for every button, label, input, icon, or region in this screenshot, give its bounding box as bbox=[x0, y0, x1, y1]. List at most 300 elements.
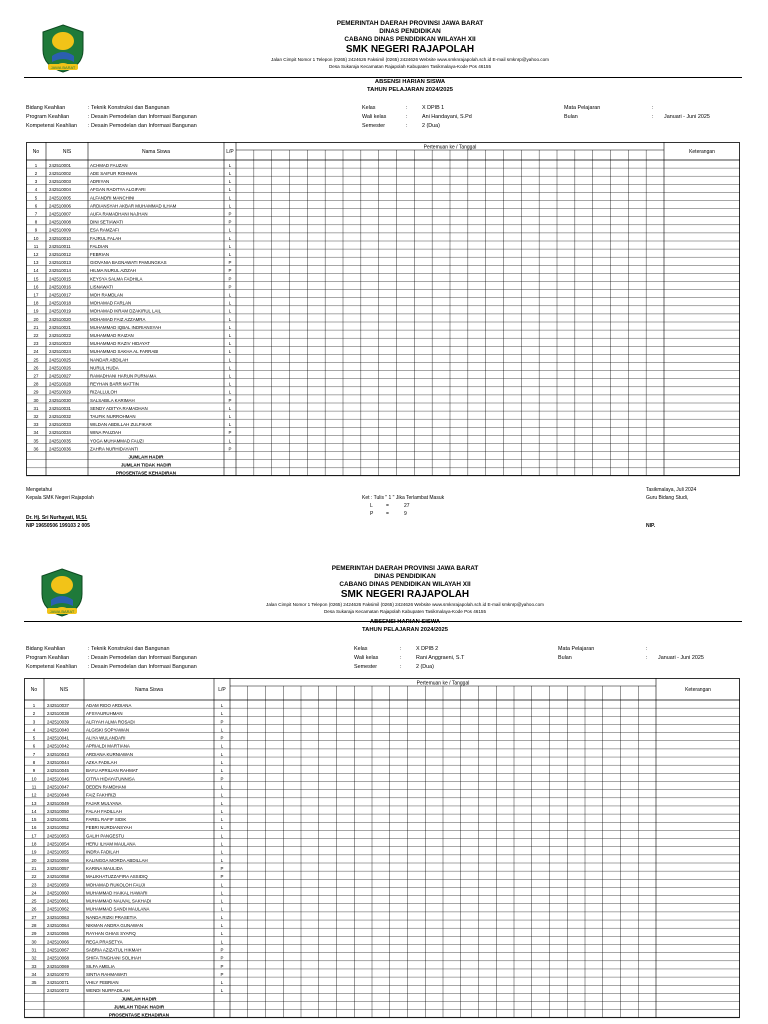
colon: : bbox=[88, 114, 90, 120]
header-no: No bbox=[32, 149, 40, 155]
emblem-caption: JAWA BARAT bbox=[49, 609, 75, 614]
emblem-caption: JAWA BARAT bbox=[50, 65, 76, 70]
colon: : bbox=[400, 664, 402, 670]
label-wali: Wali kelas bbox=[354, 655, 379, 661]
student-no: 16 bbox=[33, 284, 39, 290]
student-no: 10 bbox=[33, 235, 39, 241]
student-no: 13 bbox=[31, 800, 37, 806]
student-no: 13 bbox=[33, 260, 39, 266]
student-nis: 242510024 bbox=[49, 349, 71, 355]
student-nis: 242510039 bbox=[47, 719, 69, 725]
student-lp: L bbox=[220, 808, 224, 814]
student-no: 34 bbox=[33, 430, 39, 436]
student-name: MUHAMMAD IQBAL INDRIANSYAH bbox=[90, 324, 162, 330]
colon: : bbox=[88, 646, 90, 652]
student-lp: L bbox=[228, 195, 232, 201]
title-attendance: ABSENSI HARIAN SISWA bbox=[374, 79, 446, 85]
student-lp: P bbox=[228, 397, 232, 403]
student-name: WENDI NURFADILAH bbox=[86, 988, 130, 994]
label-bulan: Bulan bbox=[564, 114, 578, 120]
info-left bbox=[26, 104, 197, 131]
student-nis: 242510007 bbox=[49, 211, 71, 217]
student-no: 27 bbox=[33, 373, 39, 379]
value-bidang: Teknik Konstruksi dan Bangunan bbox=[91, 105, 170, 111]
legend-note bbox=[362, 494, 444, 518]
student-nis: 242510048 bbox=[47, 792, 69, 798]
student-name: BAYU APRILIAN RAHMAT bbox=[86, 768, 139, 774]
student-no: 24 bbox=[31, 890, 37, 896]
equals: = bbox=[386, 503, 389, 509]
student-no: 32 bbox=[31, 955, 37, 961]
colon: : bbox=[646, 646, 648, 652]
student-no: 3 bbox=[34, 179, 38, 185]
label-kompetensi: Kompetensi Keahlian bbox=[26, 664, 77, 670]
student-lp: P bbox=[228, 219, 232, 225]
student-nis: 242510027 bbox=[49, 373, 71, 379]
student-no: 8 bbox=[32, 760, 36, 765]
student-no: 33 bbox=[33, 422, 39, 428]
student-nis: 242510065 bbox=[47, 931, 69, 937]
student-name: VHILY FEBRIAN bbox=[86, 980, 119, 986]
student-name: FAREL RAFIF SIDIK bbox=[86, 817, 127, 823]
student-name: AZKA FADILAH bbox=[86, 760, 117, 765]
student-nis: 242510066 bbox=[47, 939, 69, 945]
student-no: 35 bbox=[31, 980, 37, 986]
address-line2: Desa Sukaraja Kecamatan Rajapolah Kabupaten Tasikmalaya-Kode Pos 46155 bbox=[323, 609, 487, 614]
student-nis: 242510011 bbox=[49, 243, 71, 249]
student-name: NANDA RIZKI PRASETIA bbox=[86, 914, 137, 920]
label-semester: Semester bbox=[354, 664, 378, 670]
summary-label: PROSENTASE KEHADIRAN bbox=[115, 470, 177, 476]
student-nis: 242510019 bbox=[49, 308, 71, 314]
student-nis: 242510032 bbox=[49, 414, 71, 419]
student-no: 29 bbox=[31, 931, 37, 937]
student-no: 28 bbox=[33, 381, 39, 387]
student-no: 1 bbox=[34, 162, 38, 168]
student-nis: 242510063 bbox=[47, 914, 69, 920]
student-name: ZAHRA NURHIDAYANTI bbox=[90, 446, 139, 452]
student-nis: 242510018 bbox=[49, 300, 71, 306]
student-no: 28 bbox=[31, 923, 37, 928]
student-no: 2 bbox=[34, 171, 38, 176]
student-lp: L bbox=[228, 171, 232, 176]
student-lp: L bbox=[220, 882, 224, 888]
student-no: 14 bbox=[31, 808, 37, 814]
student-lp: L bbox=[220, 743, 224, 749]
student-name: GIOVANIA BAGNAWATI PAMUNGKAS bbox=[90, 260, 167, 266]
student-no: 7 bbox=[32, 751, 36, 757]
student-nis: 242510010 bbox=[49, 235, 71, 241]
student-name: SHIFA TINGHANI SOLIHAH bbox=[86, 955, 142, 961]
colon: : bbox=[88, 105, 90, 111]
student-name: ALIYA WULANDARI bbox=[86, 735, 126, 741]
colon: : bbox=[406, 114, 408, 120]
attendance-sheet-2 bbox=[0, 545, 768, 1024]
colon: : bbox=[88, 123, 90, 129]
student-name: RAMADHANI HARUN PURNAMA bbox=[90, 373, 157, 379]
student-name: ARDIANSYAH AKBAR MUHAMMAD ILHAM bbox=[90, 203, 177, 209]
student-nis: 242510049 bbox=[47, 800, 69, 806]
student-lp: P bbox=[220, 955, 224, 961]
summary-label: JUMLAH HADIR bbox=[121, 996, 157, 1002]
student-name: AUFA RAMADHANI NAJHAN bbox=[90, 211, 148, 217]
student-no: 25 bbox=[31, 898, 37, 904]
label-bulan: Bulan bbox=[558, 655, 572, 661]
male-label: L bbox=[370, 503, 373, 509]
student-lp: L bbox=[228, 438, 232, 444]
colon: : bbox=[406, 105, 408, 111]
student-name: RIZALLULOH bbox=[90, 389, 118, 395]
student-lp: L bbox=[220, 751, 224, 757]
student-nis: 242510029 bbox=[49, 389, 71, 395]
student-name: SINTIA RAHMAWATI bbox=[86, 971, 128, 977]
student-lp: P bbox=[220, 971, 224, 977]
summary-label: JUMLAH TIDAK HADIR bbox=[120, 462, 172, 468]
student-name: AFSYAURUHMAN bbox=[86, 711, 123, 717]
student-no: 35 bbox=[33, 438, 39, 444]
student-nis: 242510041 bbox=[47, 735, 69, 741]
student-name: MALIKHATUZZAFIRA ASSIDIQ bbox=[86, 874, 148, 880]
principal-nip: NIP 19650506 199103 2 005 bbox=[26, 523, 90, 529]
student-nis: 242510003 bbox=[49, 179, 71, 185]
value-semester: 2 (Dua) bbox=[422, 123, 440, 129]
student-lp: L bbox=[220, 784, 224, 790]
school-name: SMK NEGERI RAJAPOLAH bbox=[345, 44, 475, 55]
student-no: 30 bbox=[33, 397, 39, 403]
student-nis: 242510071 bbox=[47, 980, 69, 986]
student-nis: 242510037 bbox=[47, 702, 69, 708]
student-lp: L bbox=[228, 292, 232, 298]
student-nis: 242510056 bbox=[47, 857, 69, 863]
label-guru: Guru Bidang Studi, bbox=[646, 495, 689, 501]
value-wali: Ani Handayani, S.Pd bbox=[422, 114, 472, 120]
header-nis: NIS bbox=[62, 149, 72, 155]
student-name: WINA PAUZIAH bbox=[90, 430, 122, 436]
label-kompetensi: Kompetensi Keahlian bbox=[26, 123, 77, 129]
student-name: APRIALDI MARTIANA bbox=[86, 743, 130, 749]
student-lp: L bbox=[228, 349, 232, 355]
label-kelas: Kelas bbox=[354, 646, 368, 652]
letterhead-line2: DINAS PENDIDIKAN bbox=[374, 573, 436, 580]
student-no: 23 bbox=[33, 341, 39, 347]
student-name: REYHAN BARR MATTIN bbox=[90, 381, 139, 387]
student-no: 19 bbox=[33, 308, 39, 314]
student-nis: 242510030 bbox=[49, 397, 71, 403]
signature-teacher bbox=[646, 486, 696, 530]
address-line1: Jalan Cimpit Nomor 1 Telepon (0265) 2424626 Faksimil (0265) 2424626 Website www.smknrajapolah.sch.id E-mail smknrp@yahoo.com bbox=[271, 57, 549, 62]
student-name: ALFIYAH ALMA ROSADI bbox=[86, 719, 135, 725]
student-name: YOGA MUHAMMAD FAUZI bbox=[90, 438, 144, 444]
student-nis: 242510042 bbox=[47, 743, 69, 749]
header-keterangan: Keterangan bbox=[685, 687, 711, 693]
value-bulan: Januari - Juni 2025 bbox=[664, 114, 710, 120]
student-nis: 242510047 bbox=[47, 784, 69, 790]
student-nis: 242510067 bbox=[47, 947, 69, 953]
student-name: MOHAMAD IKRAM DZAKIRUL LAIL bbox=[90, 308, 162, 314]
student-lp: L bbox=[228, 365, 232, 371]
student-lp: L bbox=[228, 381, 232, 387]
attendance-grid bbox=[26, 142, 740, 481]
student-nis: 242510051 bbox=[47, 817, 69, 823]
student-name: NIKMAN ANDRA GUNAWAN bbox=[86, 923, 144, 928]
student-no: 5 bbox=[34, 195, 38, 201]
student-nis: 242510020 bbox=[49, 316, 71, 322]
student-name: CITRA HIDAYATUNNISA bbox=[86, 776, 135, 782]
student-lp: P bbox=[228, 446, 232, 452]
student-no: 10 bbox=[31, 776, 37, 782]
value-kompetensi: Desain Pemodelan dan Informasi Bangunan bbox=[91, 123, 197, 129]
student-name: ADE SAIFUR ROHMAN bbox=[90, 171, 138, 176]
student-name: ACHMAD FAUZAN bbox=[90, 162, 128, 168]
student-nis: 242510014 bbox=[49, 268, 71, 274]
student-no: 9 bbox=[34, 227, 38, 233]
student-no: 5 bbox=[32, 735, 36, 741]
student-nis: 242510059 bbox=[47, 882, 69, 888]
student-lp: L bbox=[228, 422, 232, 428]
student-no: 9 bbox=[32, 768, 36, 774]
student-no: 23 bbox=[31, 882, 37, 888]
female-count: 9 bbox=[404, 511, 407, 517]
student-no: 30 bbox=[31, 939, 37, 945]
student-nis: 242510004 bbox=[49, 187, 71, 193]
value-semester: 2 (Dua) bbox=[416, 664, 434, 670]
student-lp: L bbox=[228, 316, 232, 322]
student-nis: 242510035 bbox=[49, 438, 71, 444]
sheet-title bbox=[225, 618, 585, 634]
student-no: 27 bbox=[31, 914, 37, 920]
student-lp: L bbox=[228, 333, 232, 338]
student-nis: 242510008 bbox=[49, 219, 71, 225]
student-lp: L bbox=[220, 923, 224, 928]
student-name: MUHAMMAD RAZIV HIDAYAT bbox=[90, 341, 150, 347]
label-program: Program Keahlian bbox=[26, 114, 70, 120]
student-nis: 242510038 bbox=[47, 711, 69, 717]
student-nis: 242510046 bbox=[47, 776, 69, 782]
student-lp: L bbox=[228, 203, 232, 209]
student-lp: L bbox=[220, 931, 224, 937]
student-no: 1 bbox=[32, 702, 36, 708]
west-java-emblem-logo bbox=[36, 566, 88, 618]
student-nis: 242510072 bbox=[47, 988, 69, 994]
label-mapel: Mata Pelajaran bbox=[558, 646, 595, 652]
header-pertemuan: Pertemuan ke / Tanggal bbox=[423, 144, 477, 151]
header-nama: Nama Siswa bbox=[141, 149, 171, 155]
value-kompetensi: Desain Pemodelan dan Informasi Bangunan bbox=[91, 664, 197, 670]
title-year: TAHUN PELAJARAN 2024/2025 bbox=[367, 87, 453, 93]
student-name: FALDIAN bbox=[90, 243, 109, 249]
student-lp: L bbox=[228, 187, 232, 193]
student-nis: 242510043 bbox=[47, 751, 69, 757]
student-lp: L bbox=[228, 235, 232, 241]
student-no: 36 bbox=[33, 446, 39, 452]
student-name: KARINA MAULIDA bbox=[86, 865, 123, 871]
student-no: 14 bbox=[33, 268, 39, 274]
student-lp: L bbox=[228, 324, 232, 330]
student-name: MOHAMAD RUKOLOH FAUJI bbox=[86, 882, 146, 888]
west-java-emblem-logo bbox=[37, 22, 89, 74]
student-nis: 242510023 bbox=[49, 341, 71, 347]
colon: : bbox=[646, 655, 648, 661]
student-nis: 242510068 bbox=[47, 955, 69, 961]
table-border bbox=[25, 679, 740, 1018]
student-nis: 242510009 bbox=[49, 227, 71, 233]
student-no: 2 bbox=[32, 711, 36, 717]
student-name: KEYSYA SALMA FADHILA bbox=[90, 276, 143, 282]
student-name: MUHAMMAD SANDI MAULANA bbox=[86, 906, 150, 912]
colon: : bbox=[400, 646, 402, 652]
student-name: FEBRI NURDIANSYAH bbox=[86, 825, 132, 831]
student-nis: 242510070 bbox=[47, 971, 69, 977]
student-no: 8 bbox=[34, 219, 38, 225]
student-name: RAYHAN GHIAS SYAFIQ bbox=[86, 931, 136, 937]
value-kelas: X DPIB 1 bbox=[422, 105, 445, 111]
student-lp: L bbox=[228, 227, 232, 233]
student-no: 21 bbox=[33, 324, 39, 330]
attendance-table-1 bbox=[26, 142, 740, 481]
student-no: 16 bbox=[31, 825, 37, 831]
student-nis: 242510050 bbox=[47, 808, 69, 814]
student-nis: 242510053 bbox=[47, 833, 69, 839]
label-program: Program Keahlian bbox=[26, 655, 70, 661]
student-lp: L bbox=[228, 373, 232, 379]
student-lp: L bbox=[220, 768, 224, 774]
student-no: 32 bbox=[33, 414, 39, 419]
student-lp: P bbox=[220, 719, 224, 725]
info-middle bbox=[354, 645, 464, 672]
student-name: FALAH FADILLAH bbox=[86, 808, 122, 814]
student-nis: 242510021 bbox=[49, 324, 71, 330]
student-nis: 242510012 bbox=[49, 252, 71, 257]
colon: : bbox=[406, 123, 408, 129]
label-semester: Semester bbox=[362, 123, 386, 129]
student-no: 19 bbox=[31, 849, 37, 855]
student-no: 20 bbox=[33, 316, 39, 322]
student-lp: L bbox=[220, 841, 224, 847]
student-nis: 242510005 bbox=[49, 195, 71, 201]
student-name: MOHAMAD FAIZ AZZAMRA bbox=[90, 316, 146, 322]
letterhead-line1: PEMERINTAH DAERAH PROVINSI JAWA BARAT bbox=[331, 565, 479, 572]
label-bidang: Bidang Keahlian bbox=[26, 646, 66, 652]
letterhead bbox=[210, 20, 610, 70]
info-right bbox=[558, 645, 704, 663]
student-lp: L bbox=[220, 980, 224, 986]
student-nis: 242510017 bbox=[49, 292, 71, 298]
student-lp: L bbox=[228, 405, 232, 411]
sheet-title bbox=[230, 78, 590, 94]
summary-label: PROSENTASE KEHADIRAN bbox=[108, 1012, 170, 1018]
student-no: 22 bbox=[33, 333, 39, 338]
student-no: 22 bbox=[31, 874, 37, 880]
student-name: MOHAMAD FARLAN bbox=[90, 300, 132, 306]
student-name: NURUL HUDA bbox=[90, 365, 119, 371]
header-nama: Nama Siswa bbox=[134, 687, 164, 693]
student-nis: 242510058 bbox=[47, 874, 69, 880]
student-name: MOH RAMDLAN bbox=[90, 292, 123, 298]
equals: = bbox=[386, 511, 389, 517]
teacher-nip: NIP. bbox=[646, 523, 656, 529]
student-name: NANDAR ABDILAH bbox=[90, 357, 129, 363]
student-nis: 242510061 bbox=[47, 898, 69, 904]
header-keterangan: Keterangan bbox=[689, 149, 715, 155]
student-name: SENDY ADITYA RAMADHAN bbox=[90, 405, 148, 411]
student-nis: 242510031 bbox=[49, 405, 71, 411]
student-no: 31 bbox=[31, 947, 37, 953]
student-lp: P bbox=[220, 963, 224, 969]
student-nis: 242510055 bbox=[47, 849, 69, 855]
label-mapel: Mata Pelajaran bbox=[564, 105, 601, 111]
header-lp: L/P bbox=[226, 149, 234, 155]
address-line1: Jalan Cimpit Nomor 1 Telepon (0265) 2424626 Faksimil (0265) 2424626 Website www.smknrajapolah.sch.id E-mail smknrp@yahoo.com bbox=[266, 602, 544, 607]
student-nis: 242510062 bbox=[47, 906, 69, 912]
student-lp: P bbox=[220, 947, 224, 953]
student-lp: L bbox=[228, 357, 232, 363]
student-nis: 242510025 bbox=[49, 357, 71, 363]
student-lp: L bbox=[220, 711, 224, 717]
student-nis: 242510064 bbox=[47, 923, 69, 928]
student-name: KALINGGA MORDA ABDILLAH bbox=[86, 857, 148, 863]
student-lp: L bbox=[220, 800, 224, 806]
attendance-table-2 bbox=[24, 678, 740, 1022]
student-name: ESA RAMZAFI bbox=[90, 227, 120, 233]
student-nis: 242510001 bbox=[49, 162, 71, 168]
student-lp: L bbox=[220, 898, 224, 904]
student-lp: L bbox=[228, 414, 232, 419]
student-nis: 242510033 bbox=[49, 422, 71, 428]
place-date: Tasikmalaya, Juli 2024 bbox=[646, 487, 697, 493]
student-name: SALSABILA KARIMAH bbox=[90, 397, 135, 403]
student-lp: P bbox=[228, 430, 232, 436]
student-lp: L bbox=[228, 252, 232, 257]
student-no: 12 bbox=[33, 252, 39, 257]
student-no: 18 bbox=[31, 841, 37, 847]
student-lp: L bbox=[228, 300, 232, 306]
letterhead-line3: CABANG DINAS PENDIDIKAN WILAYAH XII bbox=[344, 36, 476, 43]
label-kelas: Kelas bbox=[362, 105, 376, 111]
info-middle bbox=[362, 104, 472, 131]
student-name: AFGAN RADITYA ALGIFARI bbox=[90, 187, 146, 193]
student-name: INDRA FADILAH bbox=[86, 849, 119, 855]
signature-principal bbox=[26, 486, 94, 530]
student-nis: 242510016 bbox=[49, 284, 71, 290]
student-nis: 242510022 bbox=[49, 333, 71, 338]
student-lp: L bbox=[228, 341, 232, 347]
student-lp: L bbox=[228, 179, 232, 185]
student-nis: 242510006 bbox=[49, 203, 71, 209]
student-name: ALGISKI SOPYAWAN bbox=[86, 727, 130, 733]
student-lp: P bbox=[228, 260, 232, 266]
student-name: ALFANDRI MANCHINI bbox=[90, 195, 135, 201]
student-no: 24 bbox=[33, 349, 39, 355]
letterhead-line3: CABANG DINAS PENDIDIKAN WILAYAH XII bbox=[339, 581, 471, 588]
student-lp: L bbox=[220, 914, 224, 920]
student-lp: L bbox=[220, 890, 224, 896]
student-no: 6 bbox=[34, 203, 38, 209]
student-no: 6 bbox=[32, 743, 36, 749]
student-no: 11 bbox=[31, 784, 37, 790]
student-name: FAJAR MULYANA bbox=[86, 800, 122, 806]
student-name: FAIZ FAKHRIZI bbox=[86, 792, 117, 798]
student-name: FAJRUL FALAH bbox=[90, 235, 122, 241]
female-label: P bbox=[370, 511, 374, 517]
student-no: 12 bbox=[31, 792, 37, 798]
colon: : bbox=[88, 664, 90, 670]
label-bidang: Bidang Keahlian bbox=[26, 105, 66, 111]
student-name: HERU ILHAM MAULANA bbox=[86, 841, 136, 847]
student-lp: L bbox=[228, 389, 232, 395]
header-nis: NIS bbox=[59, 687, 69, 693]
student-lp: L bbox=[220, 857, 224, 863]
student-nis: 242510002 bbox=[49, 171, 71, 176]
